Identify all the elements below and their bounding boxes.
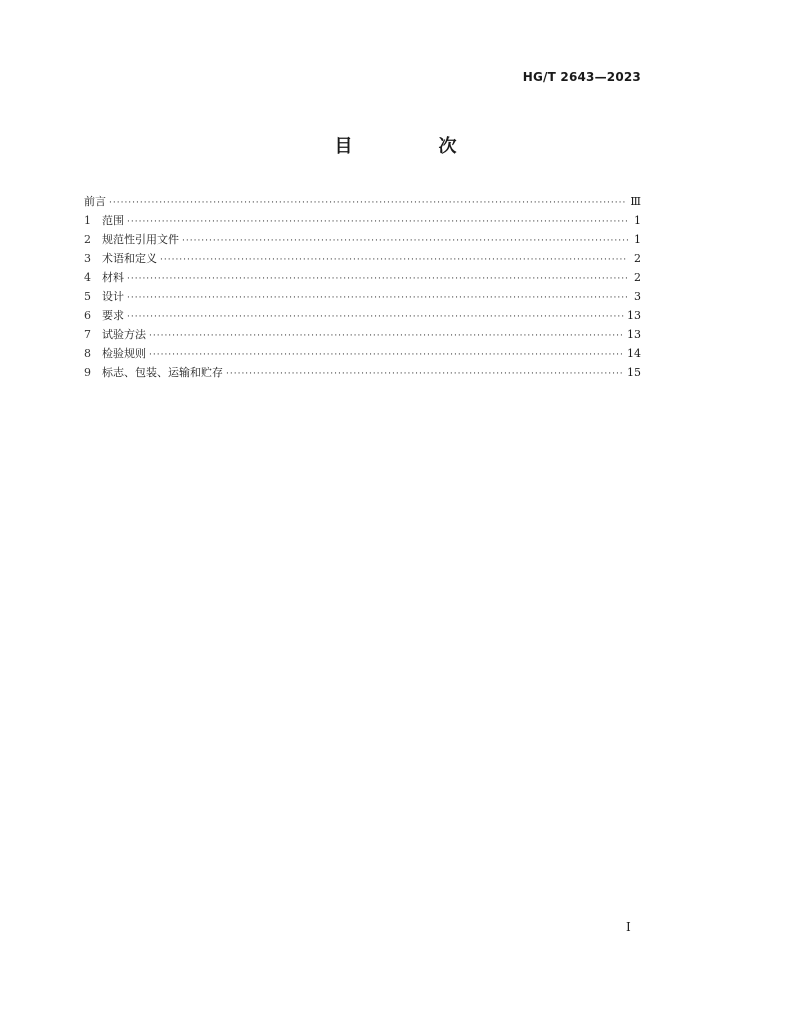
toc-entry-foreword[interactable] [84,193,641,212]
toc-leader-dots [149,331,624,341]
toc-entry-number: 1 [84,214,91,227]
toc-entry-page: Ⅲ [630,195,641,208]
toc-entry-page: 1 [634,233,641,246]
toc-entry-number: 7 [84,328,91,341]
toc-entry-6[interactable] [84,307,641,326]
toc-entry-label: 标志、包装、运输和贮存 [102,366,223,379]
toc-leader-dots [127,274,628,284]
toc-entry-page: 13 [627,328,641,341]
toc-entry-label: 规范性引用文件 [102,233,179,246]
toc-entry-1[interactable] [84,212,641,231]
toc-entry-number: 6 [84,309,91,322]
toc-entry-label: 设计 [102,290,124,303]
toc-title: 目 次 [334,136,491,157]
toc-leader-dots [127,312,624,322]
toc-leader-dots [160,255,628,265]
toc-entry-label: 范围 [102,214,124,227]
toc-entry-number: 5 [84,290,91,303]
toc-leader-dots [127,293,628,303]
page-number: Ⅰ [626,920,631,934]
toc-entry-number: 2 [84,233,91,246]
table-of-contents [84,193,641,383]
toc-leader-dots [182,236,628,246]
toc-entry-label: 试验方法 [102,328,146,341]
toc-entry-2[interactable] [84,231,641,250]
toc-entry-label: 检验规则 [102,347,146,360]
toc-entry-page: 15 [627,366,641,379]
toc-entry-label: 术语和定义 [102,252,157,265]
toc-entry-7[interactable] [84,326,641,345]
toc-entry-page: 3 [634,290,641,303]
toc-entry-5[interactable] [84,288,641,307]
standard-code: HG/T 2643—2023 [522,70,641,84]
toc-entry-number: 9 [84,366,91,379]
toc-entry-4[interactable] [84,269,641,288]
toc-entry-page: 13 [627,309,641,322]
toc-entry-number: 8 [84,347,91,360]
toc-entry-page: 2 [634,271,641,284]
toc-entry-number: 3 [84,252,91,265]
toc-entry-3[interactable] [84,250,641,269]
toc-entry-page: 2 [634,252,641,265]
toc-entry-page: 14 [627,347,641,360]
toc-entry-label: 前言 [84,195,106,208]
toc-leader-dots [127,217,628,227]
toc-entry-9[interactable] [84,364,641,383]
toc-entry-number: 4 [84,271,91,284]
toc-leader-dots [109,198,627,208]
toc-entry-label: 要求 [102,309,124,322]
toc-entry-8[interactable] [84,345,641,364]
toc-entry-page: 1 [634,214,641,227]
toc-leader-dots [149,350,624,360]
toc-entry-label: 材料 [102,271,124,284]
toc-leader-dots [226,369,624,379]
